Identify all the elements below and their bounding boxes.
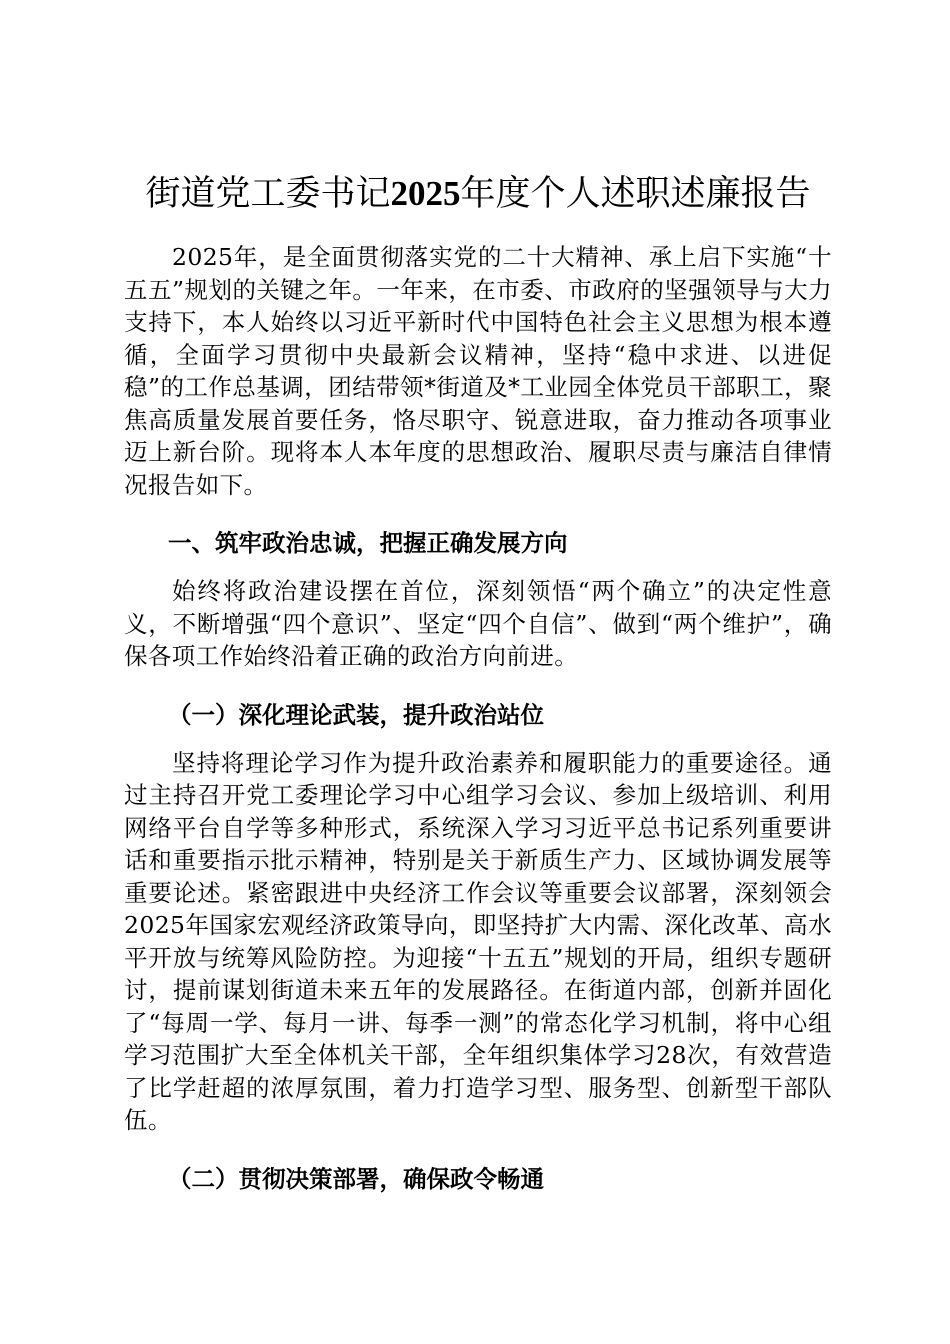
title-prefix: 街道党工委书记 [145,174,391,214]
subsection-1-paragraph: 坚持将理论学习作为提升政治素养和履职能力的重要途径。通过主持召开党工委理论学习中心组学习会议、参加上级培训、利用网络平台自学等多种形式，系统深入学习习近平总书记系列重要讲话和重要指示批示精神，特别是关于新质生产力、区域协调发展等重要论述。紧密跟进中央经济工作会议等重要会议部署，深刻领会2025年国家宏观经济政策导向，即坚持扩大内需、深化改革、高水平开放与统筹风险防控。为迎接“十五五”规划的开局，组织专题研讨，提前谋划街道未来五年的发展路径。在街道内部，创新并固化了“每周一学、每月一讲、每季一测”的常态化学习机制，将中心组学习范围扩大至全体机关干部，全年组织集体学习28次，有效营造了比学赶超的浓厚氛围，着力打造学习型、服务型、创新型干部队伍。 [124,748,832,1134]
title-year: 2025 [390,174,461,213]
intro-paragraph: 2025年，是全面贯彻落实党的二十大精神、承上启下实施“十五五”规划的关键之年。一年来，在市委、市政府的坚强领导与大力支持下，本人始终以习近平新时代中国特色社会主义思想为根本遵循，全面学习贯彻中央最新会议精神，坚持“稳中求进、以进促稳”的工作总基调，团结带领*街道及*工业园全体党员干部职工，聚焦高质量发展首要任务，恪尽职守、锐意进取，奋力推动各项事业迈上新台阶。现将本人本年度的思想政治、履职尽责与廉洁自律情况报告如下。 [124,243,832,499]
title-suffix: 年度个人述职述廉报告 [460,174,811,214]
section-1-heading: 一、筑牢政治忠诚，把握正确发展方向 [168,529,568,557]
subsection-1-heading: （一）深化理论武装，提升政治站位 [168,700,544,729]
section-1-paragraph: 始终将政治建设摆在首位，深刻领悟“两个确立”的决定性意义，不断增强“四个意识”、坚定“四个自信”、做到“两个维护”，确保各项工作始终沿着正确的政治方向前进。 [124,577,832,670]
document-page [124,0,832,1199]
subsection-2-heading: （二）贯彻决策部署，确保政令畅通 [168,1164,544,1193]
document-title [124,172,832,216]
